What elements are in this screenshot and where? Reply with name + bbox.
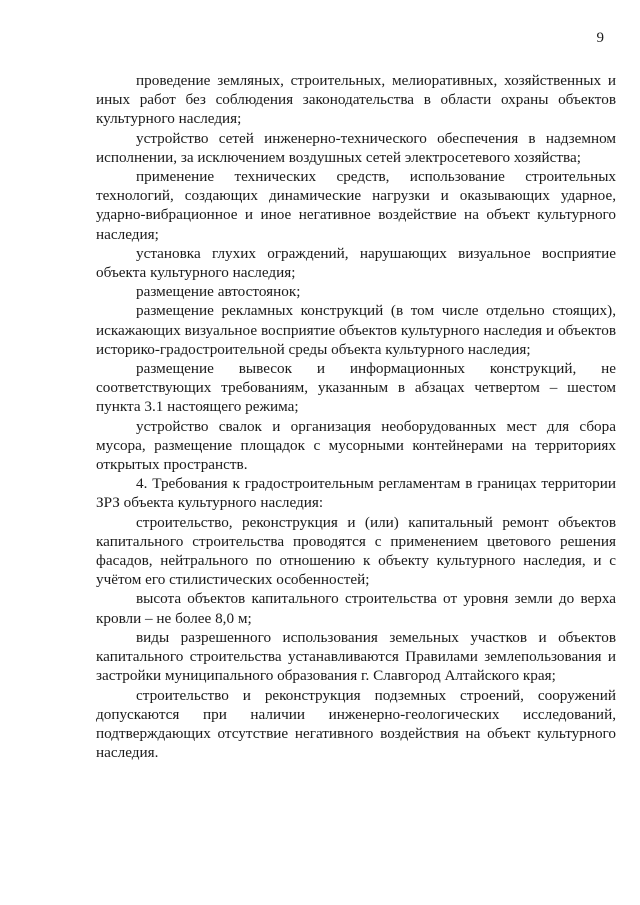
paragraph-advertising: размещение рекламных конструкций (в том числе отдельно стоящих), искажающих визуальное восприятие объектов культурного наследия и объектов историко-градостроительной среды объекта культурного наследия; xyxy=(96,302,616,358)
paragraph-dynamic-loads: применение технических средств, использование строительных технологий, создающих динамические нагрузки и оказывающих ударное, ударно-вибрационное и иное негативное воздействие на объект культурного наследия; xyxy=(96,168,616,243)
page-number: 9 xyxy=(596,30,604,46)
paragraph-underground: строительство и реконструкция подземных строений, сооружений допускаются при наличии инженерно-геологических исследований, подтверждающих отсутствие негативного воздействия на объект культурного наследия. xyxy=(96,686,616,762)
paragraph-section-4-heading: 4. Требования к градостроительным регламентам в границах территории ЗРЗ объекта культурного наследия: xyxy=(96,475,616,512)
paragraph-building-height: высота объектов капитального строительства от уровня земли до верха кровли – не более 8,0 м; xyxy=(96,590,616,627)
paragraph-earthworks: проведение земляных, строительных, мелиоративных, хозяйственных и иных работ без соблюдения законодательства в области охраны объектов культурного наследия; xyxy=(96,72,616,128)
paragraph-utility-networks: устройство сетей инженерно-технического обеспечения в надземном исполнении, за исключением воздушных сетей электросетевого хозяйства; xyxy=(96,129,616,166)
paragraph-parking: размещение автостоянок; xyxy=(136,283,301,301)
paragraph-waste-sites: устройство свалок и организация необорудованных мест для сбора мусора, размещение площадок с мусорными контейнерами на территориях открытых пространств. xyxy=(96,417,616,474)
paragraph-signboards: размещение вывесок и информационных конструкций, не соответствующих требованиям, указанным в абзацах четвертом – шестом пункта 3.1 настоящего режима; xyxy=(96,360,616,416)
paragraph-land-use: виды разрешенного использования земельных участков и объектов капитального строительства устанавливаются Правилами землепользования и застройки муниципального образования г. Славгород Алтайского края; xyxy=(96,628,616,685)
paragraph-blind-fences: установка глухих ограждений, нарушающих визуальное восприятие объекта культурного наследия; xyxy=(96,244,616,282)
paragraph-facade-colors: строительство, реконструкция и (или) капитальный ремонт объектов капитального строительства проводятся с применением цветового решения фасадов, нейтрального по отношению к объекту культурного наследия, и с учётом его стилистических особенностей; xyxy=(96,513,616,589)
document-body xyxy=(96,71,616,762)
